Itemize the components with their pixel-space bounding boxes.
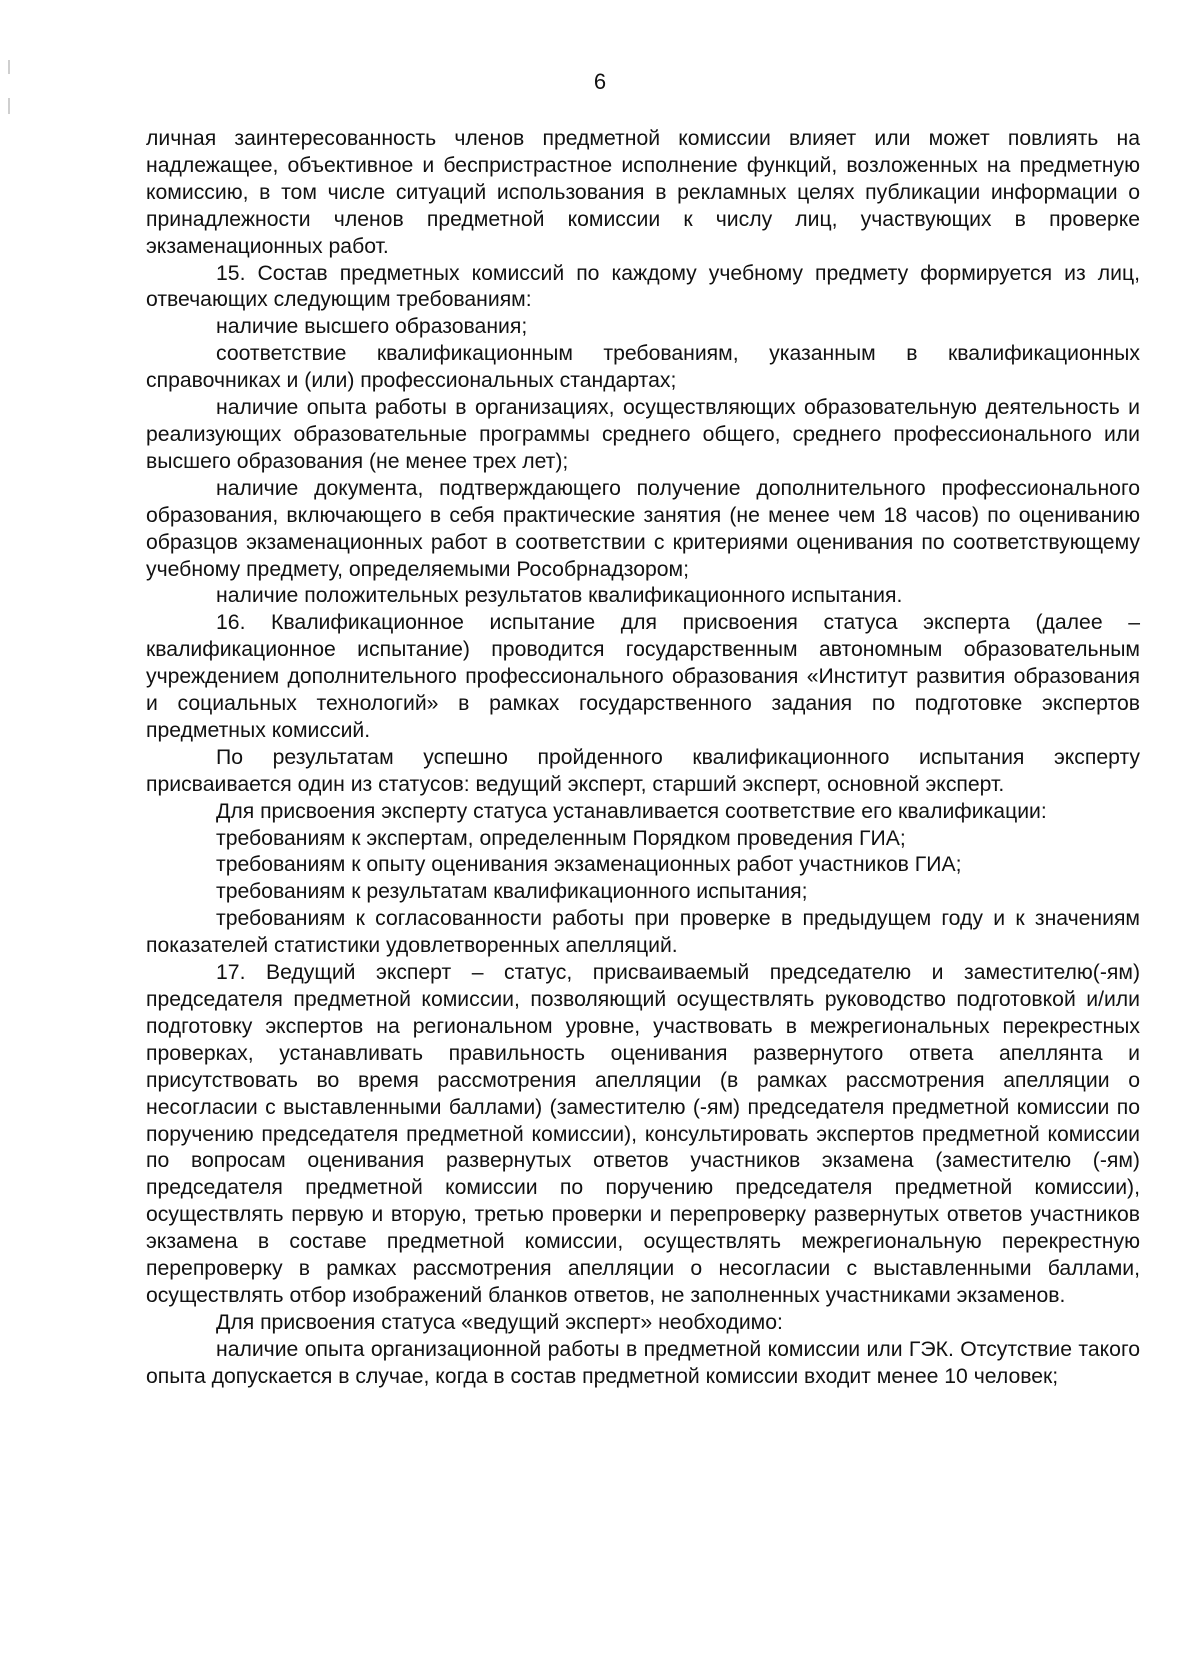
- paragraph: требованиям к экспертам, определенным Порядком проведения ГИА;: [216, 826, 906, 850]
- paragraph: По результатам успешно пройденного квалификационного испытания эксперту присваивается один из статусов: ведущий эксперт, старший эксперт, основной эксперт.: [146, 745, 1140, 796]
- paragraph: соответствие квалификационным требованиям, указанным в квалификационных справочниках и (или) профессиональных стандартах;: [146, 342, 1140, 393]
- paragraph: наличие положительных результатов квалификационного испытания.: [216, 584, 903, 608]
- page-number: 6: [593, 69, 607, 94]
- paragraph: требованиям к результатам квалификационного испытания;: [216, 880, 808, 904]
- scan-artifact: [8, 98, 10, 114]
- document-body: [146, 126, 1140, 1391]
- paragraph: личная заинтересованность членов предметной комиссии влияет или может повлиять на надлежащее, объективное и беспристрастное исполнение функций, возложенных на предметную комиссию, в том числе ситуаций использования в рекламных целях публикации информации о принадлежности членов предметной комиссии к числу лиц, участвующих в проверке экзаменационных работ.: [146, 127, 1140, 258]
- paragraph: требованиям к опыту оценивания экзаменационных работ участников ГИА;: [216, 853, 962, 877]
- paragraph: наличие опыта работы в организациях, осуществляющих образовательную деятельность и реализующих образовательные программы среднего общего, среднего профессионального или высшего образования (не менее трех лет);: [146, 396, 1140, 473]
- paragraph: 15. Состав предметных комиссий по каждому учебному предмету формируется из лиц, отвечающих следующим требованиям:: [146, 261, 1140, 312]
- paragraph: 16. Квалификационное испытание для присвоения статуса эксперта (далее – квалификационное испытание) проводится государственным автономным образовательным учреждением дополнительного профессионального образования «Институт развития образования и социальных технологий» в рамках государственного задания по подготовке экспертов предметных комиссий.: [146, 611, 1140, 742]
- paragraph: Для присвоения статуса «ведущий эксперт» необходимо:: [216, 1310, 783, 1334]
- paragraph: наличие высшего образования;: [216, 315, 528, 339]
- paragraph: Для присвоения эксперту статуса устанавливается соответствие его квалификации:: [216, 799, 1047, 823]
- paragraph: 17. Ведущий эксперт – статус, присваиваемый председателю и заместителю(-ям) председателя предметной комиссии, позволяющий осуществлять руководство подготовкой и/или подготовку экспертов на региональном уровне, участвовать в межрегиональных перекрестных проверках, устанавливать правильность оценивания развернутого ответа апеллянта и присутствовать во время рассмотрения апелляции (в рамках рассмотрения апелляции о несогласии с выставленными баллами) (заместителю (-ям) председателя предметной комиссии по поручению председателя предметной комиссии), консультировать экспертов предметной комиссии по вопросам оценивания развернутых ответов участников экзамена (заместителю (-ям) председателя предметной комиссии по поручению председателя предметной комиссии), осуществлять первую и вторую, третью проверки и перепроверку развернутых ответов участников экзамена в составе предметной комиссии, осуществлять межрегиональную перекрестную перепроверку в рамках рассмотрения апелляции о несогласии с выставленными баллами, осуществлять отбор изображений бланков ответов, не заполненных участниками экзаменов.: [146, 961, 1140, 1307]
- paragraph: наличие документа, подтверждающего получение дополнительного профессионального образования, включающего в себя практические занятия (не менее чем 18 часов) по оцениванию образцов экзаменационных работ в соответствии с критериями оценивания по соответствующему учебному предмету, определяемыми Рособрнадзором;: [146, 476, 1140, 581]
- paragraph: наличие опыта организационной работы в предметной комиссии или ГЭК. Отсутствие такого опыта допускается в случае, когда в состав предметной комиссии входит менее 10 человек;: [146, 1337, 1140, 1388]
- paragraph: требованиям к согласованности работы при проверке в предыдущем году и к значениям показателей статистики удовлетворенных апелляций.: [146, 907, 1140, 958]
